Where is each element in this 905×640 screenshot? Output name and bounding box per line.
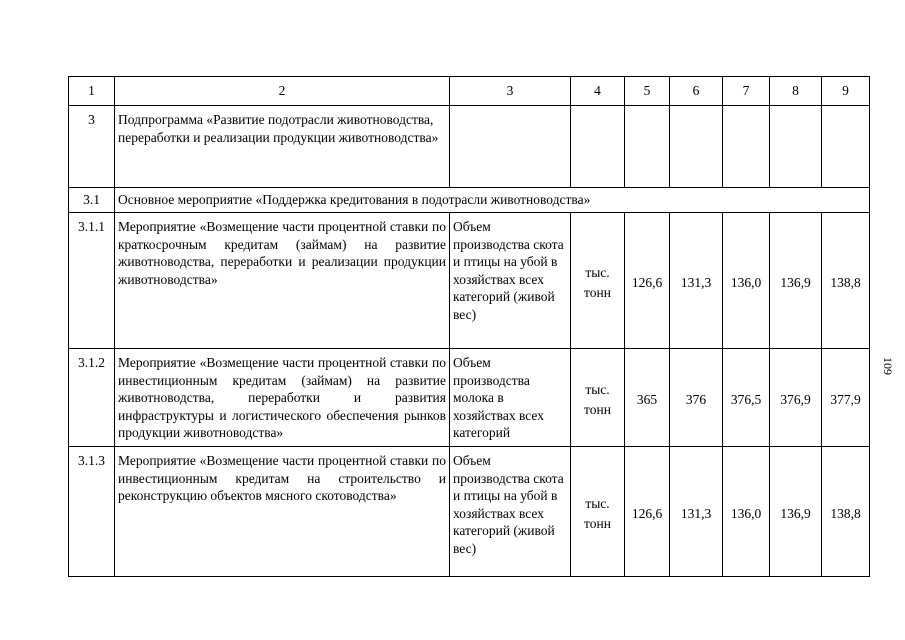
empty-cell xyxy=(770,106,822,188)
header-cell-5: 5 xyxy=(625,77,670,106)
header-cell-6: 6 xyxy=(670,77,723,106)
row-value-6: 131,3 xyxy=(670,213,723,349)
page-number: 109 xyxy=(881,357,895,375)
row-value-5: 126,6 xyxy=(625,213,670,349)
row-value-8: 136,9 xyxy=(770,213,822,349)
row-value-8: 376,9 xyxy=(770,349,822,447)
row-value-6: 131,3 xyxy=(670,447,723,577)
row-unit: тыс. тонн xyxy=(571,447,625,577)
row-value-9: 138,8 xyxy=(822,213,870,349)
row-title: Мероприятие «Возмещение части процентной ставки по инвестиционным кредитам (займам) на развитие животноводства, переработки и развития инфраструктуры и логистического обеспечения рынков продукции животноводства» xyxy=(115,349,450,447)
row-title: Подпрограмма «Развитие подотрасли животноводства, переработки и реализации продукции животноводства» xyxy=(115,106,450,188)
header-cell-2: 2 xyxy=(115,77,450,106)
row-number: 3.1.3 xyxy=(69,447,115,577)
row-number: 3.1 xyxy=(69,188,115,213)
row-value-9: 377,9 xyxy=(822,349,870,447)
table-row-main-activity xyxy=(69,188,870,213)
row-value-8: 136,9 xyxy=(770,447,822,577)
row-value-5: 365 xyxy=(625,349,670,447)
row-indicator: Объем производства скота и птицы на убой в хозяйствах всех категорий (живой вес) xyxy=(450,213,571,349)
empty-cell xyxy=(450,106,571,188)
table-row-activity-3-1-3 xyxy=(69,447,870,577)
row-value-5: 126,6 xyxy=(625,447,670,577)
indicators-table xyxy=(68,76,870,577)
row-title: Мероприятие «Возмещение части процентной ставки по краткосрочным кредитам (займам) на развитие животноводства, переработки и реализации продукции животноводства» xyxy=(115,213,450,349)
empty-cell xyxy=(822,106,870,188)
empty-cell xyxy=(723,106,770,188)
header-cell-4: 4 xyxy=(571,77,625,106)
row-indicator: Объем производства молока в хозяйствах всех категорий xyxy=(450,349,571,447)
header-cell-3: 3 xyxy=(450,77,571,106)
row-number: 3.1.2 xyxy=(69,349,115,447)
row-value-6: 376 xyxy=(670,349,723,447)
row-number: 3 xyxy=(69,106,115,188)
row-value-7: 136,0 xyxy=(723,213,770,349)
table-row-activity-3-1-1 xyxy=(69,213,870,349)
table-header-row xyxy=(69,77,870,106)
empty-cell xyxy=(571,106,625,188)
table-row-subprogram xyxy=(69,106,870,188)
table-row-activity-3-1-2 xyxy=(69,349,870,447)
header-cell-7: 7 xyxy=(723,77,770,106)
row-value-9: 138,8 xyxy=(822,447,870,577)
row-unit: тыс. тонн xyxy=(571,213,625,349)
row-number: 3.1.1 xyxy=(69,213,115,349)
row-indicator: Объем производства скота и птицы на убой в хозяйствах всех категорий (живой вес) xyxy=(450,447,571,577)
row-unit: тыс. тонн xyxy=(571,349,625,447)
empty-cell xyxy=(625,106,670,188)
row-title: Мероприятие «Возмещение части процентной ставки по инвестиционным кредитам на строительство и реконструкцию объектов мясного скотоводства» xyxy=(115,447,450,577)
header-cell-1: 1 xyxy=(69,77,115,106)
row-title: Основное мероприятие «Поддержка кредитования в подотрасли животноводства» xyxy=(115,188,870,213)
row-value-7: 376,5 xyxy=(723,349,770,447)
row-value-7: 136,0 xyxy=(723,447,770,577)
empty-cell xyxy=(670,106,723,188)
header-cell-9: 9 xyxy=(822,77,870,106)
header-cell-8: 8 xyxy=(770,77,822,106)
